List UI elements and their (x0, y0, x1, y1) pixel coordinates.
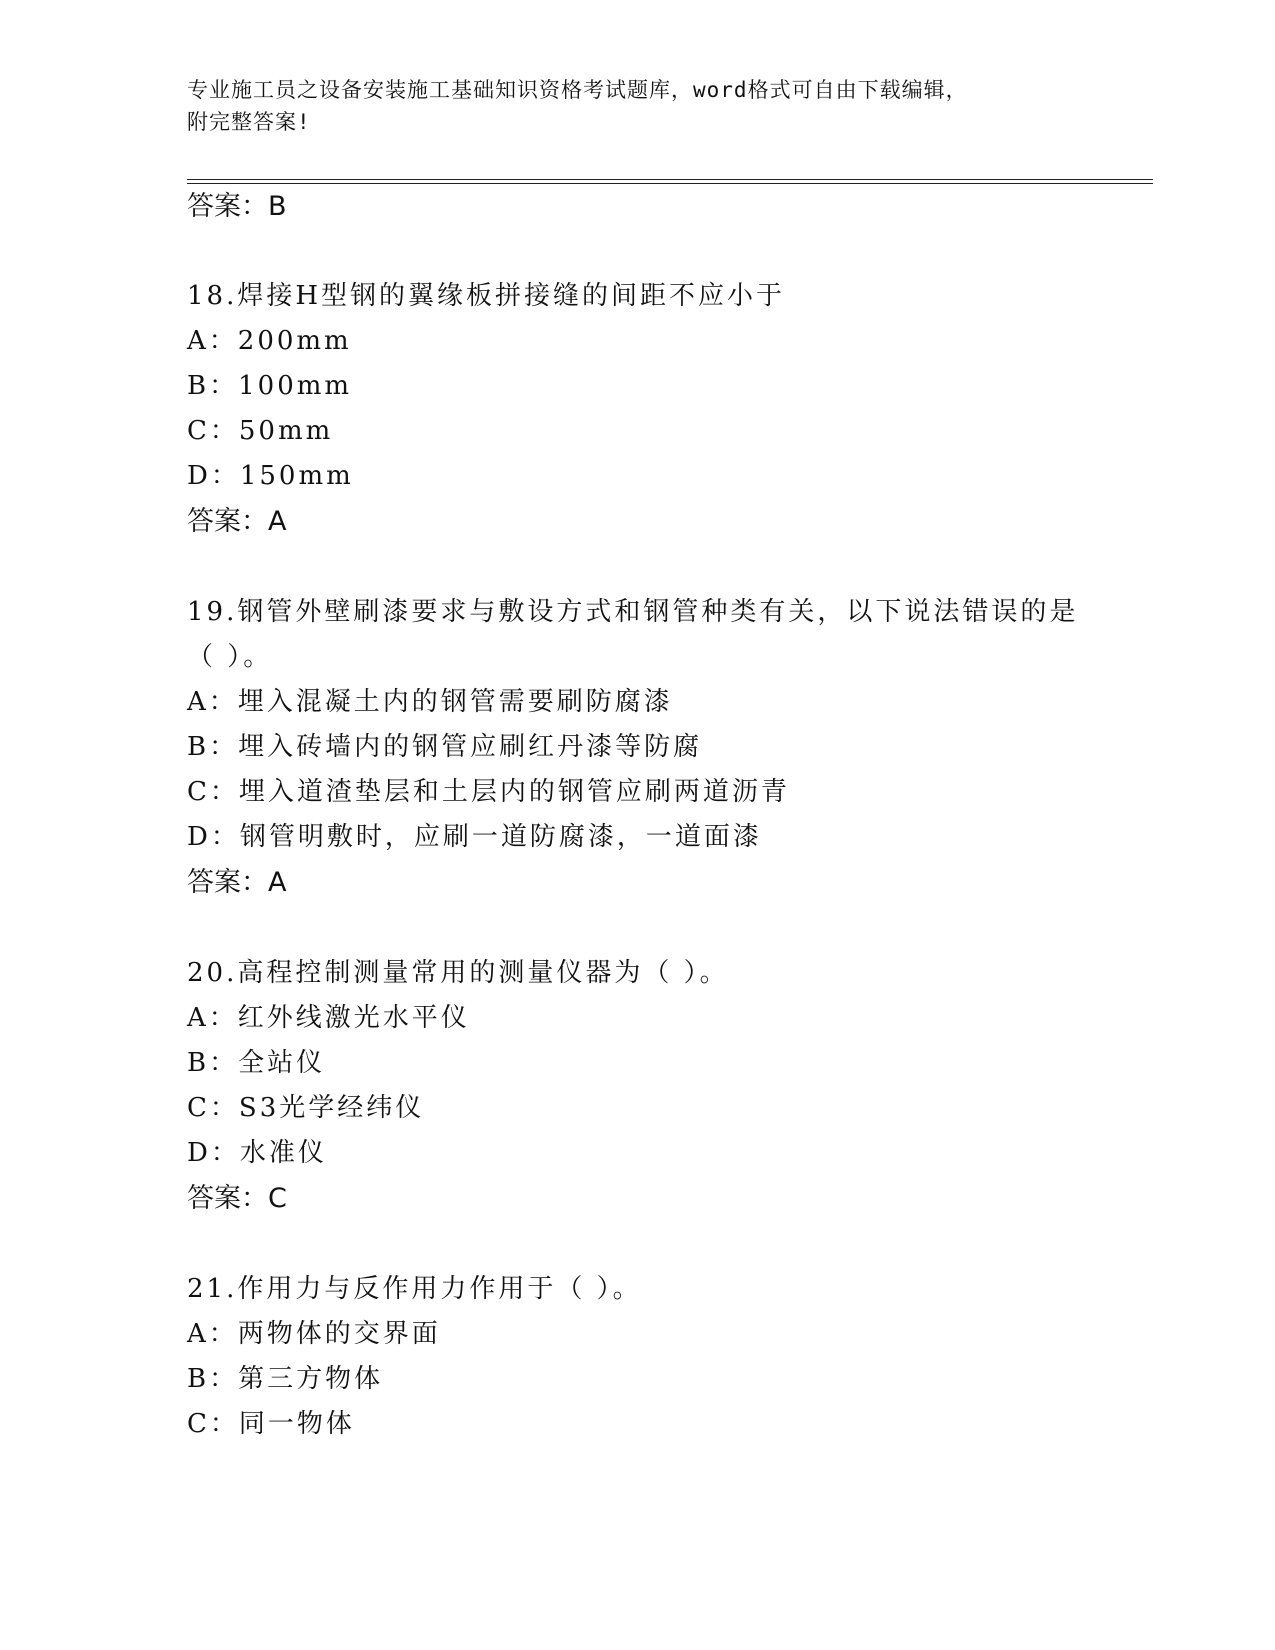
question-19-option-c: C：埋入道渣垫层和土层内的钢管应刷两道沥青 (187, 777, 790, 807)
question-18-option-a: A：200mm (187, 326, 352, 356)
answer-value: A (268, 506, 287, 537)
question-20-stem: 20.高程控制测量常用的测量仪器为（ ）。 (187, 958, 729, 988)
question-19-stem: 19.钢管外壁刷漆要求与敷设方式和钢管种类有关，以下说法错误的是 (187, 597, 1079, 627)
question-18-option-b: B：100mm (187, 371, 353, 401)
question-21-option-c: C：同一物体 (187, 1409, 355, 1439)
question-20-option-c: C：S3光学经纬仪 (187, 1093, 425, 1123)
question-19-option-a: A：埋入混凝土内的钢管需要刷防腐漆 (187, 687, 673, 717)
question-20-option-b: B：全站仪 (187, 1048, 326, 1078)
question-20-option-d: D：水准仪 (187, 1138, 327, 1168)
answer-17 (187, 190, 287, 224)
answer-18 (187, 505, 286, 539)
header-rule-bottom (187, 183, 1153, 184)
answer-label: 答案： (187, 867, 268, 898)
question-18-stem: 18.焊接H型钢的翼缘板拼接缝的间距不应小于 (187, 281, 786, 311)
question-21-stem: 21.作用力与反作用力作用于（ ）。 (187, 1274, 642, 1304)
question-19-option-b: B：埋入砖墙内的钢管应刷红丹漆等防腐 (187, 732, 703, 762)
answer-label: 答案： (187, 1183, 268, 1214)
question-19-stem-continued: （ ）。 (187, 642, 273, 672)
header-rule-top (187, 179, 1153, 180)
header-line-2: 附完整答案! (187, 110, 311, 134)
answer-value: B (268, 191, 287, 222)
question-18-option-d: D：150mm (187, 461, 354, 491)
question-21-option-b: B：第三方物体 (187, 1364, 384, 1394)
header-line-1: 专业施工员之设备安装施工基础知识资格考试题库，word格式可自由下载编辑， (187, 78, 968, 102)
question-19-option-d: D：钢管明敷时，应刷一道防腐漆，一道面漆 (187, 822, 762, 852)
question-21-option-a: A：两物体的交界面 (187, 1319, 441, 1349)
document-header (187, 74, 1067, 138)
answer-label: 答案： (187, 191, 268, 222)
answer-value: C (268, 1183, 287, 1214)
answer-20 (187, 1182, 287, 1216)
answer-value: A (268, 867, 287, 898)
answer-label: 答案： (187, 506, 268, 537)
answer-19 (187, 866, 286, 900)
question-20-option-a: A：红外线激光水平仪 (187, 1003, 470, 1033)
question-18-option-c: C：50mm (187, 416, 334, 446)
